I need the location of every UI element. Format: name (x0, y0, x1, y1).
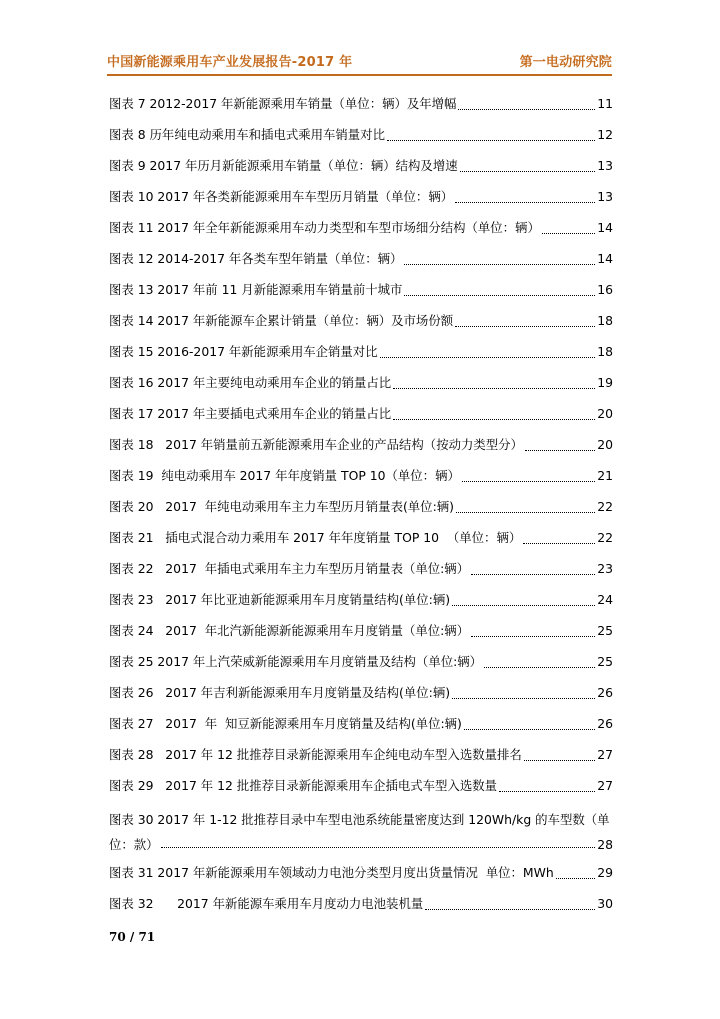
toc-entry-page: 25 (597, 654, 613, 669)
toc-entry-25[interactable] (109, 646, 613, 677)
dot-leader (556, 878, 595, 879)
toc-entry-title: 图表 24 2017 年北汽新能源新能源乘用车月度销量（单位:辆） (109, 623, 470, 638)
toc-entry-9[interactable] (109, 150, 613, 181)
toc-entry-title: 图表 27 2017 年 知豆新能源乘用车月度销量及结构(单位:辆) (109, 716, 462, 731)
toc-entry-22[interactable] (109, 553, 613, 584)
toc-entry-11[interactable] (109, 212, 613, 243)
toc-entry-title: 图表 30 2017 年 1-12 批推荐目录中车型电池系统能量密度达到 120Wh/kg 的车型数（单 (109, 812, 610, 827)
dot-leader (404, 264, 595, 265)
header-institute-name: 第一电动研究院 (519, 55, 612, 70)
toc-entry-24[interactable] (109, 615, 613, 646)
toc-entry-19[interactable] (109, 460, 613, 491)
toc-entry-29[interactable] (109, 770, 613, 801)
dot-leader (425, 909, 595, 910)
toc-entry-page: 22 (597, 530, 613, 545)
toc-entry-page: 19 (597, 375, 613, 390)
toc-entry-page: 30 (597, 896, 613, 911)
dot-leader (458, 109, 595, 110)
dot-leader (393, 419, 595, 420)
toc-entry-page: 28 (597, 837, 613, 852)
dot-leader (523, 543, 595, 544)
toc-entry-page: 14 (597, 220, 613, 235)
dot-leader (456, 512, 595, 513)
dot-leader (460, 171, 596, 172)
toc-entry-title: 图表 19 纯电动乘用车 2017 年年度销量 TOP 10（单位：辆） (109, 468, 460, 483)
toc-entry-7[interactable] (109, 88, 613, 119)
toc-entry-27[interactable] (109, 708, 613, 739)
toc-entry-8[interactable] (109, 119, 613, 150)
toc-entry-page: 26 (597, 685, 613, 700)
dot-leader (499, 791, 595, 792)
toc-entry-21[interactable] (109, 522, 613, 553)
toc-entry-title: 图表 15 2016-2017 年新能源乘用车企销量对比 (109, 344, 378, 359)
toc-entry-page: 26 (597, 716, 613, 731)
toc-entry-title: 图表 20 2017 年纯电动乘用车主力车型历月销量表(单位:辆) (109, 499, 454, 514)
dot-leader (452, 605, 595, 606)
toc-entry-page: 14 (597, 251, 613, 266)
toc-entry-page: 29 (597, 865, 613, 880)
figure-list (109, 88, 613, 919)
toc-entry-page: 16 (597, 282, 613, 297)
toc-entry-page: 11 (597, 96, 613, 111)
dot-leader (387, 140, 595, 141)
toc-entry-page: 21 (597, 468, 613, 483)
dot-leader (455, 326, 595, 327)
toc-entry-18[interactable] (109, 429, 613, 460)
toc-entry-page: 24 (597, 592, 613, 607)
toc-entry-title: 图表 12 2014-2017 年各类车型年销量（单位：辆） (109, 251, 403, 266)
toc-entry-26[interactable] (109, 677, 613, 708)
toc-entry-23[interactable] (109, 584, 613, 615)
toc-entry-page: 18 (597, 313, 613, 328)
dot-leader (525, 450, 595, 451)
toc-entry-20[interactable] (109, 491, 613, 522)
toc-entry-title: 图表 28 2017 年 12 批推荐目录新能源乘用车企纯电动车型入选数量排名 (109, 747, 522, 762)
dot-leader (484, 667, 595, 668)
toc-entry-title: 图表 23 2017 年比亚迪新能源乘用车月度销量结构(单位:辆) (109, 592, 451, 607)
toc-entry-14[interactable] (109, 305, 613, 336)
toc-entry-title: 图表 9 2017 年历月新能源乘用车销量（单位：辆）结构及增速 (109, 158, 458, 173)
toc-entry-title: 图表 11 2017 年全年新能源乘用车动力类型和车型市场细分结构（单位：辆） (109, 220, 540, 235)
toc-entry-16[interactable] (109, 367, 613, 398)
dot-leader (471, 636, 595, 637)
toc-entry-title-continued: 位：款） (109, 837, 159, 852)
toc-entry-10[interactable] (109, 181, 613, 212)
toc-entry-title: 图表 26 2017 年吉利新能源乘用车月度销量及结构(单位:辆) (109, 685, 451, 700)
dot-leader (452, 698, 595, 699)
toc-entry-title: 图表 8 历年纯电动乘用车和插电式乘用车销量对比 (109, 127, 385, 142)
dot-leader (464, 729, 595, 730)
toc-entry-title: 图表 32 2017 年新能源车乘用车月度动力电池装机量 (109, 896, 424, 911)
dot-leader (542, 233, 595, 234)
toc-entry-title: 图表 14 2017 年新能源车企累计销量（单位：辆）及市场份额 (109, 313, 454, 328)
toc-entry-page: 13 (597, 189, 613, 204)
toc-entry-page: 20 (597, 406, 613, 421)
dot-leader (471, 574, 595, 575)
toc-entry-page: 27 (597, 747, 613, 762)
toc-entry-page: 27 (597, 778, 613, 793)
toc-entry-page: 12 (597, 127, 613, 142)
dot-leader (524, 760, 595, 761)
toc-entry-title: 图表 31 2017 年新能源乘用车领域动力电池分类型月度出货量情况 单位：MWh (109, 865, 554, 880)
toc-entry-title: 图表 16 2017 年主要纯电动乘用车企业的销量占比 (109, 375, 392, 390)
toc-entry-page: 18 (597, 344, 613, 359)
page-indicator: 70 / 71 (109, 930, 156, 944)
dot-leader (455, 202, 595, 203)
toc-entry-title: 图表 25 2017 年上汽荣威新能源乘用车月度销量及结构（单位:辆） (109, 654, 483, 669)
toc-entry-page: 20 (597, 437, 613, 452)
toc-entry-12[interactable] (109, 243, 613, 274)
toc-entry-title: 图表 13 2017 年前 11 月新能源乘用车销量前十城市 (109, 282, 403, 297)
toc-entry-13[interactable] (109, 274, 613, 305)
dot-leader (393, 388, 595, 389)
toc-entry-32[interactable] (109, 888, 613, 919)
toc-entry-title: 图表 10 2017 年各类新能源乘用车车型历月销量（单位：辆） (109, 189, 454, 204)
toc-entry-15[interactable] (109, 336, 613, 367)
header-report-title: 中国新能源乘用车产业发展报告-2017 年 (107, 55, 353, 70)
toc-entry-30[interactable] (109, 801, 613, 857)
toc-entry-title: 图表 29 2017 年 12 批推荐目录新能源乘用车企插电式车型入选数量 (109, 778, 498, 793)
dot-leader (404, 295, 595, 296)
dot-leader (462, 481, 595, 482)
toc-entry-page: 22 (597, 499, 613, 514)
toc-entry-page: 23 (597, 561, 613, 576)
toc-entry-title: 图表 18 2017 年销量前五新能源乘用车企业的产品结构（按动力类型分） (109, 437, 523, 452)
toc-entry-title: 图表 22 2017 年插电式乘用车主力车型历月销量表（单位:辆） (109, 561, 470, 576)
toc-entry-page: 25 (597, 623, 613, 638)
toc-entry-31[interactable] (109, 857, 613, 888)
dot-leader (380, 357, 596, 358)
toc-entry-title: 图表 21 插电式混合动力乘用车 2017 年年度销量 TOP 10 （单位：辆） (109, 530, 522, 545)
toc-entry-28[interactable] (109, 739, 613, 770)
toc-entry-title: 图表 7 2012-2017 年新能源乘用车销量（单位：辆）及年增幅 (109, 96, 457, 111)
toc-entry-title: 图表 17 2017 年主要插电式乘用车企业的销量占比 (109, 406, 392, 421)
page-header (107, 48, 612, 76)
toc-entry-17[interactable] (109, 398, 613, 429)
dot-leader (161, 847, 596, 848)
toc-entry-page: 13 (597, 158, 613, 173)
